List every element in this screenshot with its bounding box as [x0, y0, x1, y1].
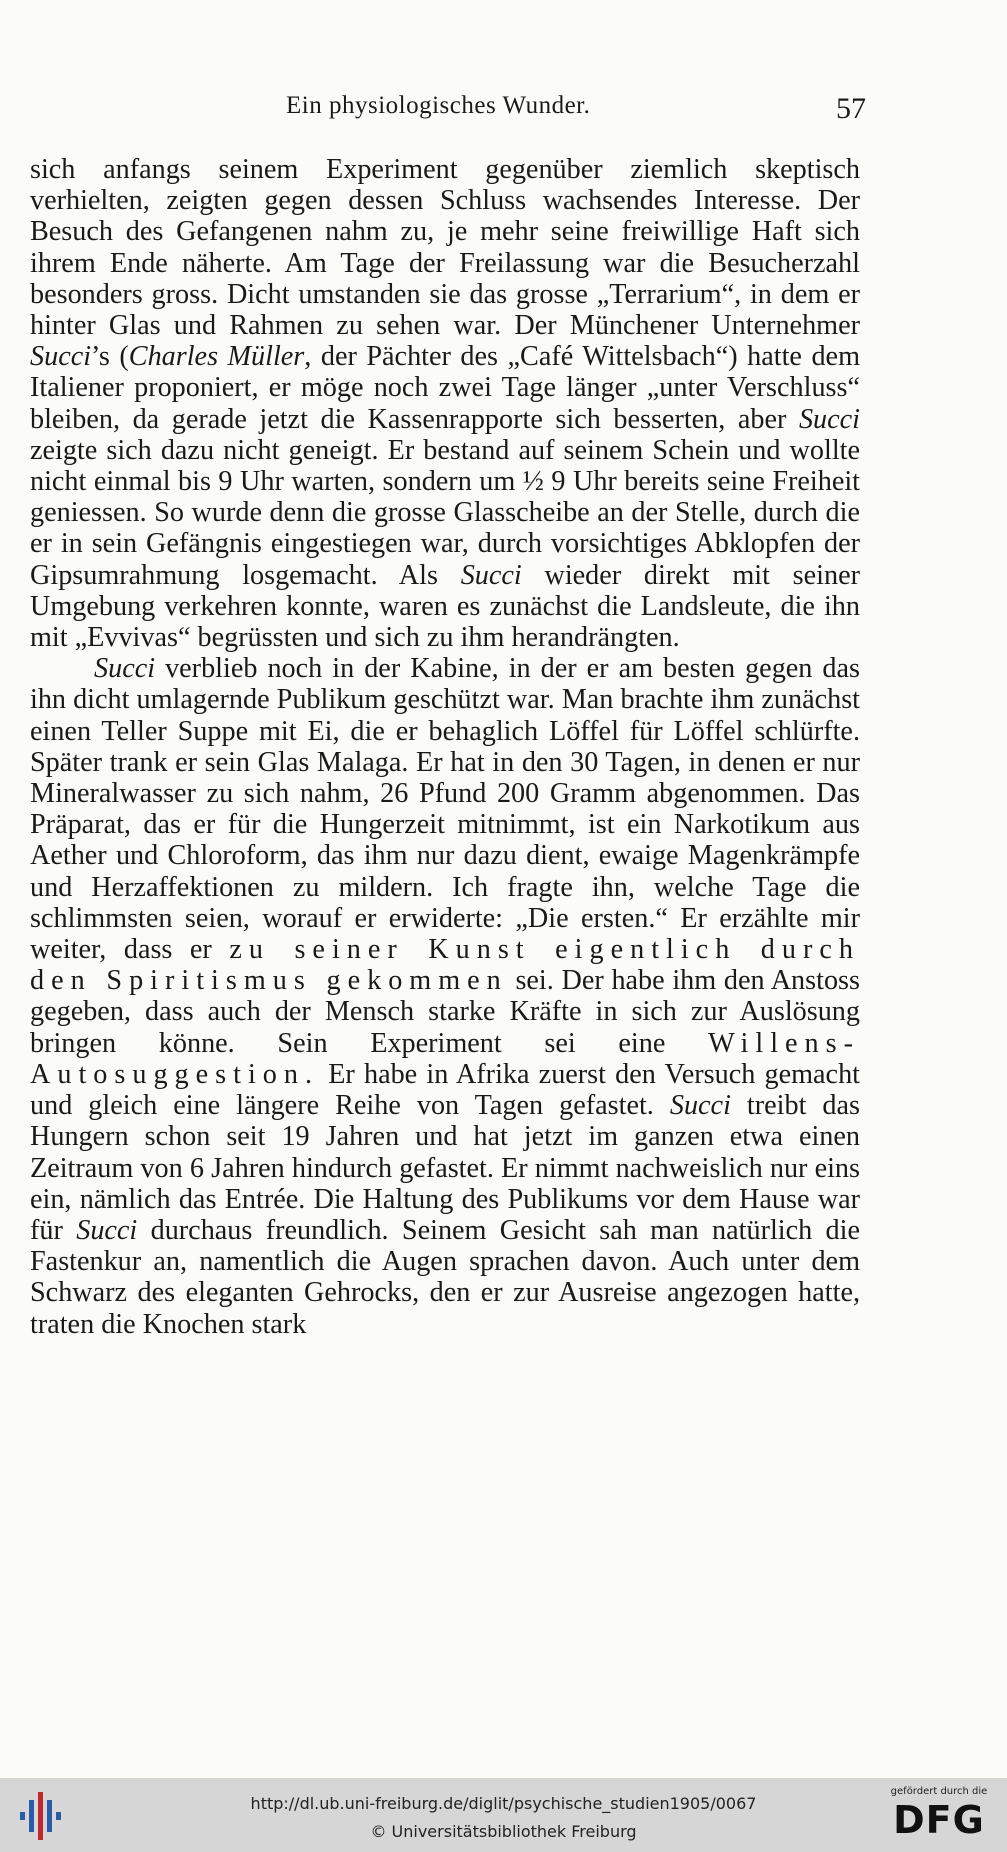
- italic-text: Charles Müller: [128, 341, 305, 373]
- text-run: durchaus freundlich. Seinem Gesicht sah man natürlich die Fastenkur an, namentlich die Augen sprachen davon. Auch unter dem Schwarz des eleganten Gehrocks, den er zur Ausreise angezogen hatte, traten die Knochen stark: [30, 1214, 860, 1340]
- dfg-sponsor[interactable]: [887, 1786, 991, 1846]
- text-run: sei. Der habe ihm den Anstoss gegeben, dass auch der Mensch starke Kräfte in sich zur Auslösung bringen könne. Sein Experiment sei eine: [30, 965, 860, 1059]
- italic-text: Succi: [94, 653, 156, 685]
- text-run: treibt das Hungern schon seit 19 Jahren und hat jetzt im ganzen etwa einen Zeitraum von 6 Jahren hindurch gefastet. Er nimmt nachweislich nur eins ein, nämlich das Entrée. Die Haltung des Publikums vor dem Hause war für: [30, 1090, 861, 1246]
- italic-text: Succi: [460, 559, 522, 591]
- paragraph: [30, 653, 860, 1339]
- italic-text: Succi: [798, 403, 860, 435]
- text-run: , der Pächter des „Café Wittelsbach“) hatte dem Italiener proponiert, er möge noch zwei Tage länger „unter Verschluss“ bleiben, da gerade jetzt die Kassenrapporte sich besserten, aber: [30, 341, 860, 435]
- running-head: [286, 92, 866, 128]
- text-run: sich anfangs seinem Experiment gegenüber ziemlich skeptisch verhielten, zeigten gegen dessen Schluss wachsendes Interesse. Der Besuch des Gefangenen nahm zu, je mehr seine freiwillige Haft sich ihrem Ende näherte. Am Tage der Freilassung war die Besucherzahl besonders gross. Dicht umstanden sie das grosse „Terrarium“, in dem er hinter Glas und Rahmen zu sehen war. Der Münchener Unternehmer: [30, 154, 860, 342]
- italic-text: Succi: [669, 1090, 731, 1122]
- spaced-emphasis-text: zu seiner Kunst eigentlich durch den Spiritismus gekommen: [30, 934, 860, 997]
- spaced-emphasis-text: Willens-Autosuggestion.: [30, 1027, 860, 1090]
- body-text: [30, 154, 860, 1340]
- text-run: verblieb noch in der Kabine, in der er am besten gegen das ihn dicht umlagernde Publikum geschützt war. Man brachte ihm zunächst einen Teller Suppe mit Ei, die er behaglich Löffel für Löffel schlürfte. Später trank er sein Glas Malaga. Er hat in den 30 Tagen, in denen er nur Mineralwasser zu sich nahm, 26 Pfund 200 Gramm abgenommen. Das Präparat, das er für die Hungerzeit mitnimmt, ist ein Narkotikum aus Aether und Chloroform, das ihm nur dazu dient, ewaige Magenkrämpfe und Herzaffektionen zu mildern. Ich fragte ihn, welche Tage die schlimmsten seien, worauf er erwiderte: „Die ersten.“ Er erzählte mir weiter, dass er: [30, 653, 860, 966]
- running-title: Ein physiologisches Wunder.: [286, 92, 591, 119]
- page-number: 57: [836, 92, 866, 125]
- italic-text: Succi: [30, 341, 92, 373]
- viewer-footer: [0, 1778, 1007, 1852]
- sponsor-note: gefördert durch die: [890, 1786, 988, 1797]
- italic-text: Succi: [76, 1214, 138, 1246]
- text-run: zeigte sich dazu nicht geneigt. Er bestand auf seinem Schein und wollte nicht einmal bis 9 Uhr warten, sondern um ½ 9 Uhr bereits seine Freiheit geniessen. So wurde denn die grosse Glasscheibe an der Stelle, durch die er in sein Gefängnis eingestiegen war, durch vorsichtiges Abklopfen der Gipsumrahmung losgemacht. Als: [30, 434, 860, 591]
- dfg-logo: DFG: [893, 1798, 985, 1842]
- text-run: wieder direkt mit seiner Umgebung verkehren konnte, waren es zunächst die Landsleute, die ihn mit „Evvivas“ begrüssten und sich zu ihm herandrängten.: [30, 559, 860, 654]
- text-run: ’s (: [91, 341, 129, 373]
- permalink-url[interactable]: http://dl.ub.uni-freiburg.de/diglit/psychische_studien1905/0067: [250, 1794, 757, 1813]
- paragraph: [30, 154, 860, 653]
- text-run: Er habe in Afrika zuerst den Versuch gemacht und gleich eine längere Reihe von Tagen gefastet.: [30, 1058, 860, 1122]
- copyright-notice: © Universitätsbibliothek Freiburg: [370, 1822, 637, 1841]
